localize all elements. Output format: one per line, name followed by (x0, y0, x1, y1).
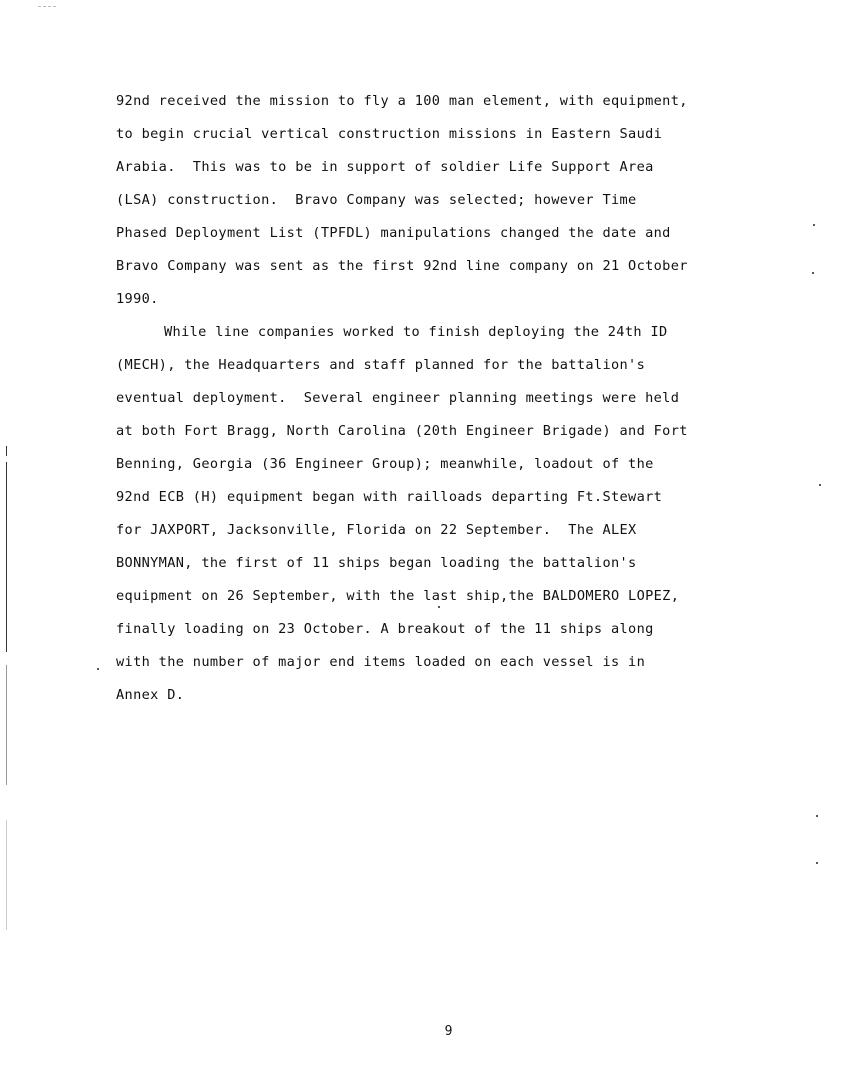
text-line: Arabia. This was to be in support of soldier Life Support Area (116, 159, 654, 175)
scan-margin-line (6, 820, 7, 930)
text-line: for JAXPORT, Jacksonville, Florida on 22 September. The ALEX (116, 522, 637, 538)
text-line: While line companies worked to finish deploying the 24th ID (164, 324, 668, 340)
scan-margin-line (6, 446, 7, 456)
text-line: 1990. (116, 291, 159, 307)
text-line: 92nd received the mission to fly a 100 man element, with equipment, (116, 93, 688, 109)
scan-margin-line (6, 665, 7, 785)
scan-margin-line (6, 462, 7, 652)
text-line: 92nd ECB (H) equipment began with railloads departing Ft.Stewart (116, 489, 663, 505)
text-line: with the number of major end items loaded on each vessel is in (116, 654, 646, 670)
scan-speck (97, 668, 99, 670)
text-line: Benning, Georgia (36 Engineer Group); meanwhile, loadout of the (116, 456, 654, 472)
page-number: 9 (444, 1024, 453, 1039)
text-line: equipment on 26 September, with the last ship,the BALDOMERO LOPEZ, (116, 588, 680, 604)
text-line: at both Fort Bragg, North Carolina (20th Engineer Brigade) and Fort (116, 423, 688, 439)
text-line: eventual deployment. Several engineer planning meetings were held (116, 390, 680, 406)
text-line: (LSA) construction. Bravo Company was selected; however Time (116, 192, 637, 208)
text-line: (MECH), the Headquarters and staff planned for the battalion's (116, 357, 646, 373)
text-line: Annex D. (116, 687, 185, 703)
scan-speck (819, 484, 821, 486)
scan-speck (813, 224, 815, 226)
text-line: BONNYMAN, the first of 11 ships began loading the battalion's (116, 555, 637, 571)
text-line: to begin crucial vertical construction missions in Eastern Saudi (116, 126, 663, 142)
scan-speck (812, 272, 814, 274)
text-line: Bravo Company was sent as the first 92nd line company on 21 October (116, 258, 688, 274)
text-line: finally loading on 23 October. A breakout of the 11 ships along (116, 621, 654, 637)
body-text (116, 89, 806, 716)
scan-speck (816, 815, 818, 817)
scan-speck (816, 862, 818, 864)
scan-artifact-dash (38, 6, 56, 7)
text-line: Phased Deployment List (TPFDL) manipulations changed the date and (116, 225, 671, 241)
